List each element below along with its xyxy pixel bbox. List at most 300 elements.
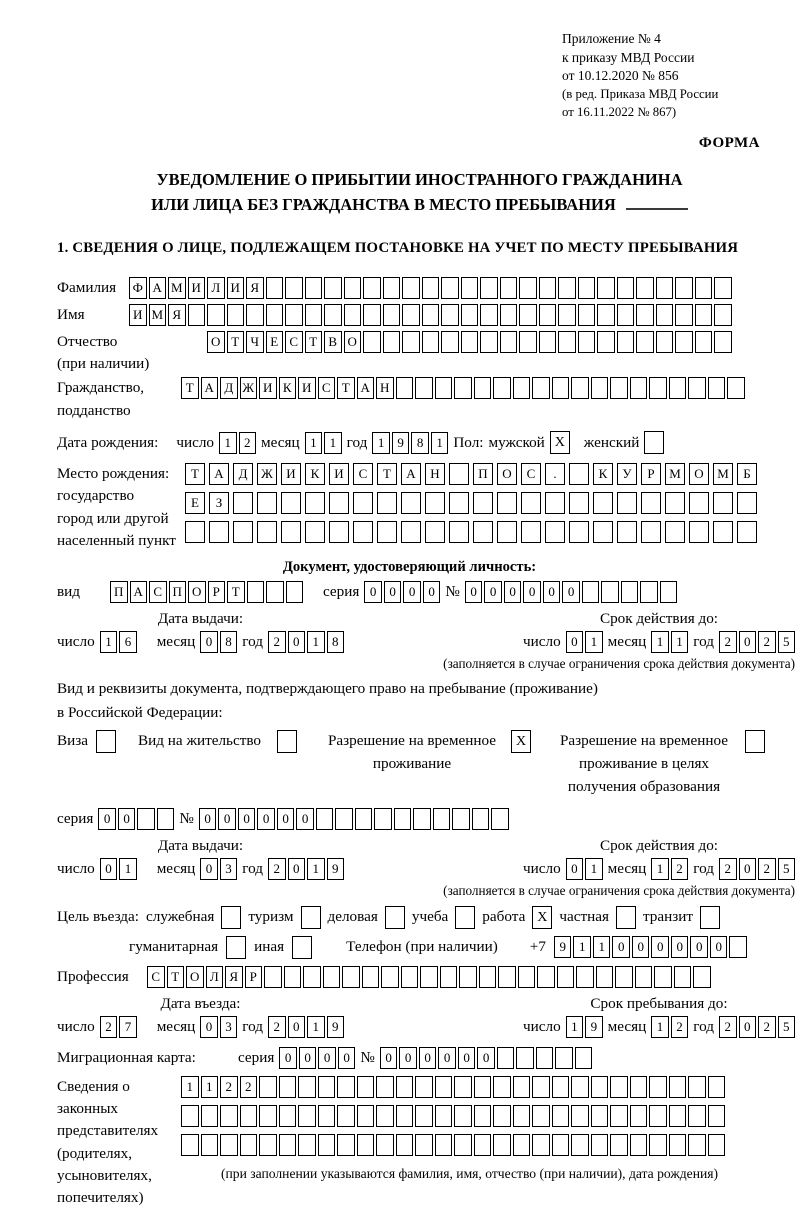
char-box[interactable] bbox=[621, 581, 639, 603]
char-box[interactable]: 9 bbox=[585, 1016, 603, 1038]
char-box[interactable]: 0 bbox=[484, 581, 502, 603]
char-box[interactable] bbox=[539, 331, 557, 353]
char-box[interactable] bbox=[281, 492, 301, 514]
char-box[interactable]: 6 bbox=[119, 631, 137, 653]
char-box[interactable]: 1 bbox=[585, 858, 603, 880]
char-box[interactable] bbox=[181, 1134, 199, 1156]
char-box[interactable]: 1 bbox=[573, 936, 591, 958]
char-box[interactable] bbox=[708, 377, 726, 399]
purpose-other-checkbox[interactable] bbox=[292, 936, 312, 959]
char-box[interactable] bbox=[688, 377, 706, 399]
char-box[interactable] bbox=[479, 966, 497, 988]
char-box[interactable] bbox=[537, 966, 555, 988]
purpose-tourism-checkbox[interactable] bbox=[301, 906, 321, 929]
char-box[interactable]: 1 bbox=[651, 631, 669, 653]
char-box[interactable] bbox=[519, 304, 537, 326]
purpose-humanitarian-checkbox[interactable] bbox=[226, 936, 246, 959]
identity-issue-year[interactable] bbox=[268, 631, 344, 653]
char-box[interactable] bbox=[640, 581, 658, 603]
char-box[interactable]: Т bbox=[377, 463, 397, 485]
char-box[interactable]: 2 bbox=[671, 858, 689, 880]
char-box[interactable] bbox=[329, 521, 349, 543]
char-box[interactable] bbox=[630, 1134, 648, 1156]
char-box[interactable]: М bbox=[713, 463, 733, 485]
char-box[interactable]: 1 bbox=[566, 1016, 584, 1038]
char-box[interactable]: 0 bbox=[299, 1047, 317, 1069]
char-box[interactable] bbox=[472, 808, 490, 830]
char-box[interactable] bbox=[575, 1047, 593, 1069]
char-box[interactable] bbox=[649, 1076, 667, 1098]
birth-place-row3-input[interactable] bbox=[185, 521, 757, 543]
char-box[interactable]: 0 bbox=[543, 581, 561, 603]
char-box[interactable] bbox=[415, 1076, 433, 1098]
char-box[interactable] bbox=[137, 808, 155, 830]
migration-number-input[interactable] bbox=[380, 1047, 593, 1069]
char-box[interactable]: 3 bbox=[220, 858, 238, 880]
purpose-study-checkbox[interactable] bbox=[455, 906, 475, 929]
char-box[interactable] bbox=[452, 808, 470, 830]
char-box[interactable] bbox=[688, 1105, 706, 1127]
char-box[interactable] bbox=[665, 521, 685, 543]
char-box[interactable]: 0 bbox=[288, 1016, 306, 1038]
char-box[interactable]: Д bbox=[220, 377, 238, 399]
char-box[interactable]: И bbox=[188, 277, 206, 299]
char-box[interactable]: 8 bbox=[327, 631, 345, 653]
char-box[interactable] bbox=[454, 1105, 472, 1127]
char-box[interactable] bbox=[422, 304, 440, 326]
firstname-input[interactable] bbox=[129, 304, 732, 326]
char-box[interactable]: У bbox=[617, 463, 637, 485]
char-box[interactable]: О bbox=[186, 966, 204, 988]
char-box[interactable]: С bbox=[147, 966, 165, 988]
char-box[interactable]: 1 bbox=[307, 631, 325, 653]
birth-month-input[interactable] bbox=[305, 432, 342, 454]
purpose-work-checkbox[interactable]: X bbox=[532, 906, 552, 929]
char-box[interactable]: 2 bbox=[758, 1016, 776, 1038]
char-box[interactable] bbox=[329, 492, 349, 514]
char-box[interactable] bbox=[402, 277, 420, 299]
char-box[interactable]: 0 bbox=[288, 858, 306, 880]
char-box[interactable]: И bbox=[259, 377, 277, 399]
char-box[interactable] bbox=[259, 1076, 277, 1098]
char-box[interactable] bbox=[636, 277, 654, 299]
char-box[interactable] bbox=[649, 377, 667, 399]
char-box[interactable] bbox=[323, 966, 341, 988]
char-box[interactable]: О bbox=[497, 463, 517, 485]
purpose-business-checkbox[interactable] bbox=[385, 906, 405, 929]
char-box[interactable] bbox=[480, 277, 498, 299]
identity-issue-month[interactable] bbox=[200, 631, 237, 653]
char-box[interactable]: 0 bbox=[288, 631, 306, 653]
identity-number-input[interactable] bbox=[465, 581, 678, 603]
char-box[interactable] bbox=[435, 377, 453, 399]
char-box[interactable] bbox=[708, 1134, 726, 1156]
char-box[interactable] bbox=[571, 1105, 589, 1127]
char-box[interactable] bbox=[552, 1105, 570, 1127]
char-box[interactable]: 0 bbox=[671, 936, 689, 958]
char-box[interactable] bbox=[688, 1076, 706, 1098]
char-box[interactable] bbox=[233, 521, 253, 543]
char-box[interactable]: 1 bbox=[324, 432, 342, 454]
char-box[interactable]: В bbox=[324, 331, 342, 353]
char-box[interactable]: 0 bbox=[384, 581, 402, 603]
char-box[interactable] bbox=[396, 1134, 414, 1156]
char-box[interactable]: 1 bbox=[219, 432, 237, 454]
char-box[interactable] bbox=[597, 277, 615, 299]
birth-year-input[interactable] bbox=[372, 432, 448, 454]
char-box[interactable] bbox=[396, 1105, 414, 1127]
visa-checkbox[interactable] bbox=[96, 730, 116, 753]
char-box[interactable] bbox=[425, 492, 445, 514]
char-box[interactable] bbox=[675, 304, 693, 326]
char-box[interactable] bbox=[557, 966, 575, 988]
char-box[interactable] bbox=[513, 1134, 531, 1156]
char-box[interactable]: 0 bbox=[218, 808, 236, 830]
char-box[interactable]: 1 bbox=[201, 1076, 219, 1098]
char-box[interactable] bbox=[513, 1105, 531, 1127]
char-box[interactable]: К bbox=[279, 377, 297, 399]
char-box[interactable]: . bbox=[545, 463, 565, 485]
char-box[interactable] bbox=[545, 521, 565, 543]
char-box[interactable]: Ж bbox=[240, 377, 258, 399]
char-box[interactable] bbox=[708, 1076, 726, 1098]
char-box[interactable]: 1 bbox=[181, 1076, 199, 1098]
char-box[interactable]: 1 bbox=[100, 631, 118, 653]
char-box[interactable] bbox=[669, 1134, 687, 1156]
char-box[interactable] bbox=[337, 1105, 355, 1127]
char-box[interactable] bbox=[441, 277, 459, 299]
char-box[interactable] bbox=[630, 377, 648, 399]
char-box[interactable]: 2 bbox=[758, 631, 776, 653]
char-box[interactable] bbox=[181, 1105, 199, 1127]
purpose-private-checkbox[interactable] bbox=[616, 906, 636, 929]
char-box[interactable]: Т bbox=[305, 331, 323, 353]
char-box[interactable]: 3 bbox=[220, 1016, 238, 1038]
char-box[interactable] bbox=[284, 966, 302, 988]
char-box[interactable]: 2 bbox=[239, 432, 257, 454]
profession-input[interactable] bbox=[147, 966, 711, 988]
char-box[interactable] bbox=[539, 277, 557, 299]
char-box[interactable]: С bbox=[353, 463, 373, 485]
char-box[interactable]: М bbox=[149, 304, 167, 326]
char-box[interactable] bbox=[374, 808, 392, 830]
char-box[interactable] bbox=[569, 463, 589, 485]
representatives-row1-input[interactable] bbox=[181, 1076, 725, 1098]
char-box[interactable] bbox=[298, 1134, 316, 1156]
char-box[interactable] bbox=[571, 377, 589, 399]
char-box[interactable]: 2 bbox=[671, 1016, 689, 1038]
residence-series-input[interactable] bbox=[98, 808, 174, 830]
identity-kind-input[interactable] bbox=[110, 581, 303, 603]
char-box[interactable] bbox=[474, 1134, 492, 1156]
residence-number-input[interactable] bbox=[199, 808, 509, 830]
char-box[interactable]: 8 bbox=[220, 631, 238, 653]
char-box[interactable] bbox=[474, 377, 492, 399]
char-box[interactable]: 0 bbox=[199, 808, 217, 830]
char-box[interactable] bbox=[660, 581, 678, 603]
char-box[interactable]: 0 bbox=[257, 808, 275, 830]
char-box[interactable]: Л bbox=[206, 966, 224, 988]
sex-male-checkbox[interactable]: X bbox=[550, 431, 570, 454]
char-box[interactable] bbox=[689, 521, 709, 543]
char-box[interactable] bbox=[596, 966, 614, 988]
char-box[interactable] bbox=[281, 521, 301, 543]
char-box[interactable] bbox=[401, 966, 419, 988]
char-box[interactable] bbox=[617, 277, 635, 299]
char-box[interactable] bbox=[305, 277, 323, 299]
char-box[interactable]: 7 bbox=[119, 1016, 137, 1038]
char-box[interactable] bbox=[536, 1047, 554, 1069]
char-box[interactable] bbox=[383, 277, 401, 299]
identity-issue-day[interactable] bbox=[100, 631, 137, 653]
char-box[interactable] bbox=[558, 331, 576, 353]
char-box[interactable] bbox=[342, 966, 360, 988]
char-box[interactable]: 0 bbox=[566, 858, 584, 880]
char-box[interactable] bbox=[440, 966, 458, 988]
patronymic-input[interactable] bbox=[207, 331, 732, 353]
char-box[interactable] bbox=[324, 304, 342, 326]
char-box[interactable] bbox=[324, 277, 342, 299]
char-box[interactable] bbox=[582, 581, 600, 603]
char-box[interactable] bbox=[362, 966, 380, 988]
char-box[interactable] bbox=[497, 492, 517, 514]
char-box[interactable]: О bbox=[207, 331, 225, 353]
char-box[interactable] bbox=[617, 304, 635, 326]
char-box[interactable] bbox=[545, 492, 565, 514]
char-box[interactable]: Я bbox=[246, 277, 264, 299]
char-box[interactable] bbox=[558, 304, 576, 326]
char-box[interactable] bbox=[279, 1076, 297, 1098]
char-box[interactable] bbox=[415, 1134, 433, 1156]
char-box[interactable] bbox=[689, 492, 709, 514]
char-box[interactable]: 2 bbox=[268, 631, 286, 653]
char-box[interactable] bbox=[615, 966, 633, 988]
char-box[interactable] bbox=[695, 277, 713, 299]
char-box[interactable]: Ж bbox=[257, 463, 277, 485]
char-box[interactable]: С bbox=[521, 463, 541, 485]
identity-expiry-day[interactable] bbox=[566, 631, 603, 653]
char-box[interactable]: 2 bbox=[268, 1016, 286, 1038]
char-box[interactable] bbox=[305, 492, 325, 514]
temp-residence-checkbox[interactable]: X bbox=[511, 730, 531, 753]
char-box[interactable] bbox=[461, 277, 479, 299]
entry-day-input[interactable] bbox=[100, 1016, 137, 1038]
char-box[interactable]: И bbox=[298, 377, 316, 399]
char-box[interactable] bbox=[279, 1105, 297, 1127]
char-box[interactable] bbox=[578, 304, 596, 326]
char-box[interactable] bbox=[201, 1105, 219, 1127]
char-box[interactable] bbox=[513, 1076, 531, 1098]
char-box[interactable] bbox=[473, 521, 493, 543]
char-box[interactable]: 2 bbox=[719, 1016, 737, 1038]
char-box[interactable] bbox=[394, 808, 412, 830]
char-box[interactable] bbox=[454, 377, 472, 399]
char-box[interactable] bbox=[337, 1076, 355, 1098]
char-box[interactable]: А bbox=[130, 581, 148, 603]
char-box[interactable]: П bbox=[110, 581, 128, 603]
char-box[interactable] bbox=[519, 331, 537, 353]
char-box[interactable] bbox=[435, 1134, 453, 1156]
char-box[interactable] bbox=[259, 1134, 277, 1156]
char-box[interactable] bbox=[201, 1134, 219, 1156]
char-box[interactable] bbox=[449, 492, 469, 514]
char-box[interactable] bbox=[552, 1134, 570, 1156]
char-box[interactable]: О bbox=[188, 581, 206, 603]
char-box[interactable] bbox=[220, 1134, 238, 1156]
char-box[interactable]: 0 bbox=[279, 1047, 297, 1069]
char-box[interactable] bbox=[188, 304, 206, 326]
char-box[interactable]: 0 bbox=[458, 1047, 476, 1069]
char-box[interactable] bbox=[422, 277, 440, 299]
char-box[interactable]: С bbox=[285, 331, 303, 353]
char-box[interactable] bbox=[266, 304, 284, 326]
char-box[interactable] bbox=[713, 521, 733, 543]
char-box[interactable] bbox=[656, 304, 674, 326]
char-box[interactable] bbox=[377, 492, 397, 514]
char-box[interactable] bbox=[610, 1076, 628, 1098]
char-box[interactable] bbox=[571, 1134, 589, 1156]
char-box[interactable] bbox=[441, 331, 459, 353]
char-box[interactable] bbox=[578, 331, 596, 353]
char-box[interactable] bbox=[247, 581, 265, 603]
char-box[interactable] bbox=[516, 1047, 534, 1069]
char-box[interactable] bbox=[355, 808, 373, 830]
char-box[interactable] bbox=[376, 1105, 394, 1127]
char-box[interactable]: Т bbox=[227, 331, 245, 353]
char-box[interactable] bbox=[415, 1105, 433, 1127]
char-box[interactable] bbox=[576, 966, 594, 988]
char-box[interactable] bbox=[376, 1076, 394, 1098]
char-box[interactable] bbox=[316, 808, 334, 830]
char-box[interactable]: М bbox=[168, 277, 186, 299]
char-box[interactable] bbox=[693, 966, 711, 988]
char-box[interactable] bbox=[474, 1105, 492, 1127]
char-box[interactable] bbox=[674, 966, 692, 988]
char-box[interactable] bbox=[318, 1105, 336, 1127]
char-box[interactable]: 1 bbox=[651, 858, 669, 880]
char-box[interactable]: 0 bbox=[200, 1016, 218, 1038]
char-box[interactable] bbox=[593, 492, 613, 514]
char-box[interactable] bbox=[688, 1134, 706, 1156]
char-box[interactable] bbox=[591, 1105, 609, 1127]
char-box[interactable] bbox=[233, 492, 253, 514]
char-box[interactable] bbox=[571, 1076, 589, 1098]
char-box[interactable] bbox=[449, 521, 469, 543]
char-box[interactable] bbox=[286, 581, 304, 603]
char-box[interactable]: Д bbox=[233, 463, 253, 485]
char-box[interactable] bbox=[377, 521, 397, 543]
char-box[interactable]: О bbox=[344, 331, 362, 353]
char-box[interactable] bbox=[335, 808, 353, 830]
char-box[interactable] bbox=[383, 331, 401, 353]
char-box[interactable]: Н bbox=[425, 463, 445, 485]
char-box[interactable]: 1 bbox=[431, 432, 449, 454]
char-box[interactable] bbox=[461, 304, 479, 326]
char-box[interactable] bbox=[257, 492, 277, 514]
char-box[interactable] bbox=[474, 1076, 492, 1098]
char-box[interactable] bbox=[636, 304, 654, 326]
stay-year-input[interactable] bbox=[719, 1016, 795, 1038]
char-box[interactable] bbox=[552, 1076, 570, 1098]
char-box[interactable] bbox=[344, 277, 362, 299]
char-box[interactable]: П bbox=[169, 581, 187, 603]
representatives-row2-input[interactable] bbox=[181, 1105, 725, 1127]
identity-expiry-month[interactable] bbox=[651, 631, 688, 653]
char-box[interactable] bbox=[641, 492, 661, 514]
char-box[interactable]: С bbox=[318, 377, 336, 399]
char-box[interactable]: 2 bbox=[240, 1076, 258, 1098]
char-box[interactable]: О bbox=[689, 463, 709, 485]
char-box[interactable] bbox=[415, 377, 433, 399]
char-box[interactable] bbox=[357, 1134, 375, 1156]
char-box[interactable] bbox=[227, 304, 245, 326]
char-box[interactable]: С bbox=[149, 581, 167, 603]
char-box[interactable]: 9 bbox=[392, 432, 410, 454]
char-box[interactable] bbox=[601, 581, 619, 603]
char-box[interactable]: 0 bbox=[277, 808, 295, 830]
char-box[interactable] bbox=[459, 966, 477, 988]
char-box[interactable] bbox=[363, 331, 381, 353]
char-box[interactable] bbox=[381, 966, 399, 988]
char-box[interactable] bbox=[305, 304, 323, 326]
char-box[interactable]: 0 bbox=[710, 936, 728, 958]
char-box[interactable] bbox=[353, 492, 373, 514]
stay-day-input[interactable] bbox=[566, 1016, 603, 1038]
char-box[interactable]: Е bbox=[266, 331, 284, 353]
char-box[interactable] bbox=[266, 277, 284, 299]
char-box[interactable] bbox=[441, 304, 459, 326]
char-box[interactable]: 0 bbox=[690, 936, 708, 958]
char-box[interactable] bbox=[727, 377, 745, 399]
char-box[interactable] bbox=[597, 304, 615, 326]
char-box[interactable] bbox=[298, 1105, 316, 1127]
char-box[interactable] bbox=[519, 277, 537, 299]
char-box[interactable]: 0 bbox=[338, 1047, 356, 1069]
representatives-row3-input[interactable] bbox=[181, 1134, 725, 1156]
char-box[interactable] bbox=[454, 1134, 472, 1156]
identity-expiry-year[interactable] bbox=[719, 631, 795, 653]
char-box[interactable] bbox=[493, 1076, 511, 1098]
char-box[interactable] bbox=[714, 304, 732, 326]
char-box[interactable] bbox=[305, 521, 325, 543]
char-box[interactable] bbox=[558, 277, 576, 299]
char-box[interactable]: 1 bbox=[671, 631, 689, 653]
char-box[interactable]: 2 bbox=[220, 1076, 238, 1098]
char-box[interactable]: 8 bbox=[411, 432, 429, 454]
char-box[interactable] bbox=[569, 492, 589, 514]
char-box[interactable] bbox=[473, 492, 493, 514]
char-box[interactable]: Б bbox=[737, 463, 757, 485]
char-box[interactable]: М bbox=[665, 463, 685, 485]
char-box[interactable] bbox=[591, 377, 609, 399]
char-box[interactable]: 0 bbox=[200, 858, 218, 880]
char-box[interactable] bbox=[357, 1105, 375, 1127]
char-box[interactable]: 2 bbox=[100, 1016, 118, 1038]
char-box[interactable] bbox=[420, 966, 438, 988]
char-box[interactable] bbox=[498, 966, 516, 988]
char-box[interactable] bbox=[555, 1047, 573, 1069]
char-box[interactable] bbox=[266, 581, 284, 603]
char-box[interactable]: 2 bbox=[758, 858, 776, 880]
char-box[interactable] bbox=[539, 304, 557, 326]
char-box[interactable]: Е bbox=[185, 492, 205, 514]
char-box[interactable] bbox=[518, 966, 536, 988]
char-box[interactable]: 0 bbox=[465, 581, 483, 603]
char-box[interactable]: 9 bbox=[554, 936, 572, 958]
char-box[interactable] bbox=[593, 521, 613, 543]
residence-permit-checkbox[interactable] bbox=[277, 730, 297, 753]
char-box[interactable]: 0 bbox=[504, 581, 522, 603]
